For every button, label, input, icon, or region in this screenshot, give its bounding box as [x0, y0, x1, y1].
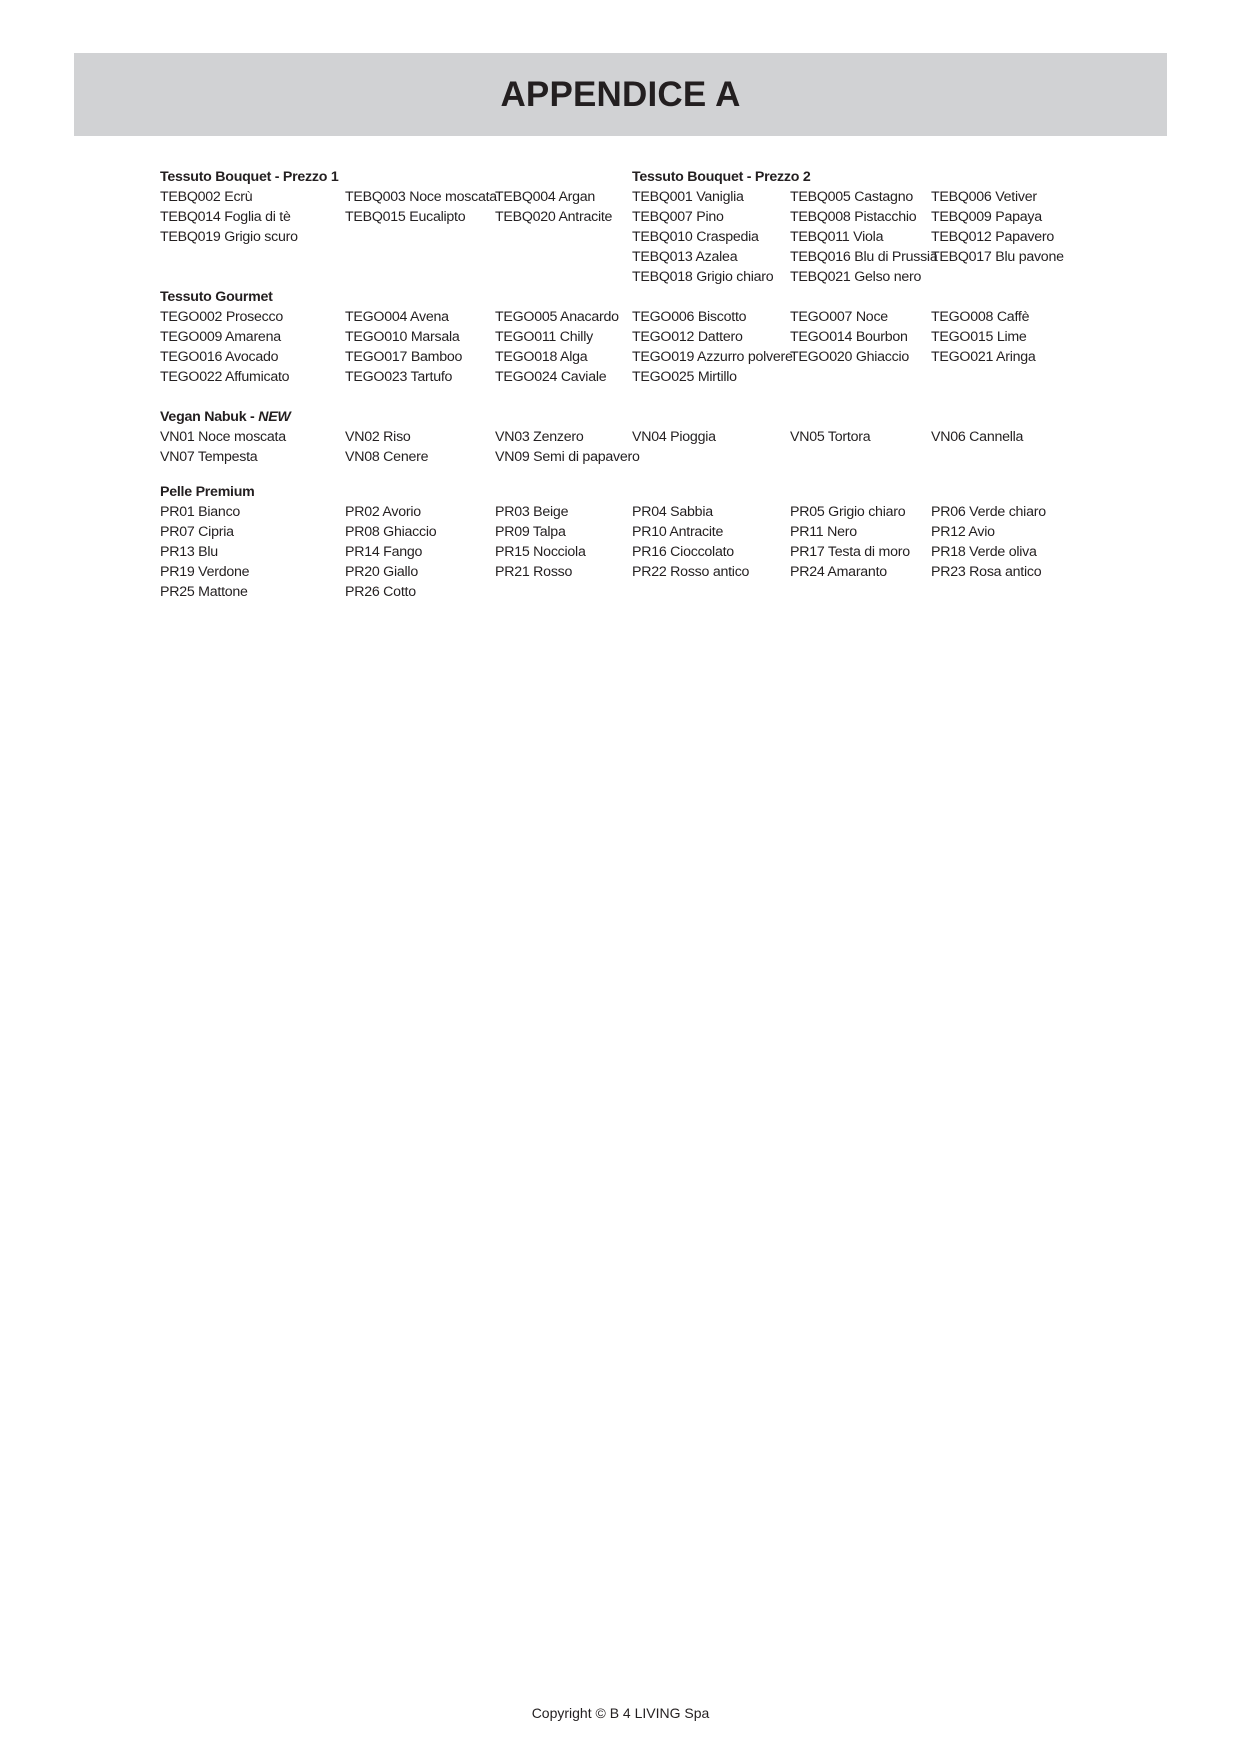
color-item: TEGO017 Bamboo	[345, 349, 463, 365]
page-title: APPENDICE A	[500, 74, 741, 114]
color-item: TEBQ004 Argan	[495, 189, 596, 205]
color-item: PR05 Grigio chiaro	[790, 504, 906, 520]
color-item: VN09 Semi di papavero	[495, 449, 640, 465]
section-title-vegan-nabuk	[160, 408, 291, 428]
color-item: PR22 Rosso antico	[632, 564, 750, 580]
color-item: TEBQ011 Viola	[790, 229, 884, 245]
color-item: TEGO019 Azzurro polvere	[632, 349, 793, 365]
color-item: VN06 Cannella	[931, 429, 1024, 445]
color-item: VN05 Tortora	[790, 429, 871, 445]
color-item: TEBQ003 Noce moscata	[345, 189, 497, 205]
color-item: TEGO006 Biscotto	[632, 309, 747, 325]
color-item: TEBQ006 Vetiver	[931, 189, 1037, 205]
color-item: VN04 Pioggia	[632, 429, 716, 445]
color-item: TEBQ005 Castagno	[790, 189, 913, 205]
title-banner	[74, 53, 1167, 136]
color-item: PR12 Avio	[931, 524, 995, 540]
color-item: PR25 Mattone	[160, 584, 248, 600]
color-item: PR19 Verdone	[160, 564, 250, 580]
section-title-bouquet-1: Tessuto Bouquet - Prezzo 1	[160, 169, 339, 185]
color-item: TEGO012 Dattero	[632, 329, 743, 345]
section-title-gourmet: Tessuto Gourmet	[160, 289, 273, 305]
color-item: PR24 Amaranto	[790, 564, 887, 580]
color-item: TEGO020 Ghiaccio	[790, 349, 910, 365]
color-item: PR26 Cotto	[345, 584, 416, 600]
color-item: PR10 Antracite	[632, 524, 724, 540]
color-item: PR16 Cioccolato	[632, 544, 734, 560]
color-item: TEGO008 Caffè	[931, 309, 1030, 325]
color-item: TEGO016 Avocado	[160, 349, 279, 365]
color-item: TEBQ010 Craspedia	[632, 229, 759, 245]
color-item: TEGO024 Caviale	[495, 369, 607, 385]
color-item: TEBQ001 Vaniglia	[632, 189, 744, 205]
color-item: VN08 Cenere	[345, 449, 429, 465]
color-item: TEGO011 Chilly	[495, 329, 593, 345]
color-item: PR14 Fango	[345, 544, 423, 560]
color-item: TEGO009 Amarena	[160, 329, 281, 345]
color-item: PR08 Ghiaccio	[345, 524, 437, 540]
color-item: PR09 Talpa	[495, 524, 566, 540]
color-item: VN02 Riso	[345, 429, 411, 445]
color-item: TEBQ020 Antracite	[495, 209, 613, 225]
color-item: TEGO004 Avena	[345, 309, 449, 325]
color-item: PR15 Nocciola	[495, 544, 586, 560]
color-item: VN07 Tempesta	[160, 449, 258, 465]
color-item: TEGO025 Mirtillo	[632, 369, 737, 385]
color-item: TEBQ013 Azalea	[632, 249, 738, 265]
color-item: TEBQ019 Grigio scuro	[160, 229, 298, 245]
section-title-bouquet-2: Tessuto Bouquet - Prezzo 2	[632, 169, 811, 185]
color-item: TEBQ012 Papavero	[931, 229, 1054, 245]
color-item: PR17 Testa di moro	[790, 544, 910, 560]
copyright-footer: Copyright © B 4 LIVING Spa	[531, 1705, 710, 1721]
color-item: PR20 Giallo	[345, 564, 418, 580]
color-item: PR11 Nero	[790, 524, 857, 540]
color-item: PR13 Blu	[160, 544, 218, 560]
color-item: TEGO023 Tartufo	[345, 369, 453, 385]
color-item: PR06 Verde chiaro	[931, 504, 1046, 520]
color-item: TEBQ015 Eucalipto	[345, 209, 466, 225]
color-item: TEGO018 Alga	[495, 349, 588, 365]
color-item: TEGO007 Noce	[790, 309, 888, 325]
color-item: TEGO015 Lime	[931, 329, 1027, 345]
color-item: PR23 Rosa antico	[931, 564, 1042, 580]
color-item: TEBQ014 Foglia di tè	[160, 209, 291, 225]
color-item: TEGO014 Bourbon	[790, 329, 908, 345]
color-item: TEGO021 Aringa	[931, 349, 1036, 365]
color-item: TEBQ018 Grigio chiaro	[632, 269, 774, 285]
color-item: VN01 Noce moscata	[160, 429, 286, 445]
color-item: TEBQ016 Blu di Prussia	[790, 249, 938, 265]
section-title-pelle-premium: Pelle Premium	[160, 484, 255, 500]
color-item: PR07 Cipria	[160, 524, 234, 540]
color-item: TEGO005 Anacardo	[495, 309, 619, 325]
color-item: PR18 Verde oliva	[931, 544, 1037, 560]
color-item: PR01 Bianco	[160, 504, 241, 520]
color-item: PR02 Avorio	[345, 504, 421, 520]
section-title-vegan-label: Vegan Nabuk -	[160, 409, 259, 425]
color-item: TEBQ002 Ecrù	[160, 189, 253, 205]
color-item: TEGO002 Prosecco	[160, 309, 283, 325]
new-badge: NEW	[258, 409, 291, 425]
color-item: TEBQ021 Gelso nero	[790, 269, 922, 285]
color-item: TEBQ009 Papaya	[931, 209, 1042, 225]
color-item: TEBQ008 Pistacchio	[790, 209, 917, 225]
color-item: TEGO010 Marsala	[345, 329, 460, 345]
color-item: TEBQ017 Blu pavone	[931, 249, 1064, 265]
color-item: VN03 Zenzero	[495, 429, 584, 445]
color-item: TEGO022 Affumicato	[160, 369, 290, 385]
color-item: PR03 Beige	[495, 504, 569, 520]
color-item: TEBQ007 Pino	[632, 209, 724, 225]
color-item: PR21 Rosso	[495, 564, 573, 580]
color-item: PR04 Sabbia	[632, 504, 713, 520]
